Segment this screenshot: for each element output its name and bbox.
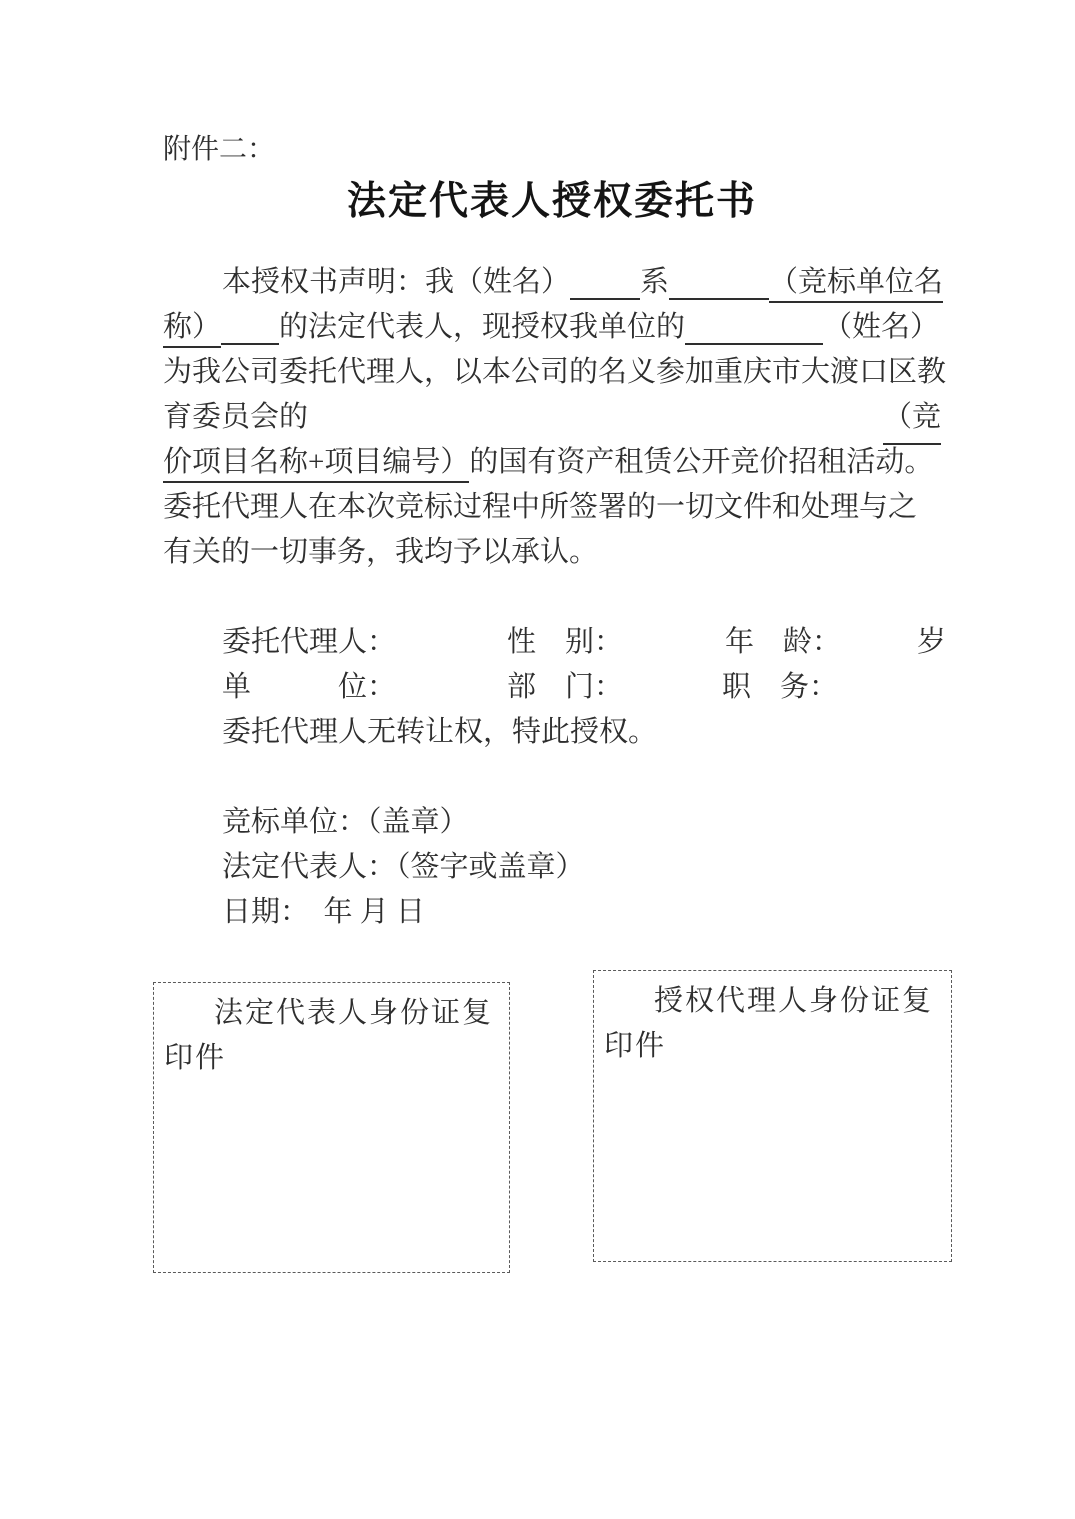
para-l7-text: 有关的一切事务，我均予以承认。 [163, 536, 599, 568]
para-line-5 [163, 440, 941, 485]
duty-label: 职 务： [722, 671, 839, 703]
no-transfer-note: 委托代理人无转让权，特此授权。 [222, 716, 658, 748]
gender-label: 性 别： [507, 626, 624, 658]
para-l4-text-end: （竞 [883, 395, 941, 445]
date-line: 日期： 年 月 日 [222, 896, 426, 928]
para-l2-text-end: （姓名） [823, 311, 940, 343]
para-l5-text: 的国有资产租赁公开竞价招租活动。 [469, 446, 934, 478]
blank-agent-name [685, 342, 823, 345]
para-l4-text: 育委员会的 [163, 401, 309, 433]
department-label: 部 门： [507, 671, 624, 703]
agent-info-row-1 [163, 620, 947, 665]
agent-info-row-2 [163, 665, 941, 710]
unit-label: 单 位： [222, 671, 397, 703]
blank-bidder-company-name-cont [221, 342, 279, 345]
para-line-4 [163, 395, 941, 440]
blank-bidder-company-name [669, 297, 769, 300]
para-l2-text-start: 称） [163, 311, 221, 348]
age-label: 年 龄： [725, 626, 842, 658]
bidder-seal-line: 竞标单位：（盖章） [222, 806, 469, 838]
para-line-1 [163, 260, 944, 305]
agent-info-section [163, 620, 947, 755]
blank-project-name-label: 价项目名称+项目编号） [163, 446, 469, 483]
para-l6-text: 委托代理人在本次竞标过程中所签署的一切文件和处理与之 [163, 491, 918, 523]
legal-rep-sign-line: 法定代表人：（签字或盖章） [222, 851, 585, 883]
signature-section [163, 800, 941, 935]
agent-id-copy-box-title: 授权代理人身份证复印件 [604, 985, 934, 1062]
document-content [163, 0, 947, 935]
para-line-3 [163, 350, 947, 395]
agent-info-note-row [163, 710, 941, 755]
para-l1-text: 本授权书声明：我（姓名） [222, 266, 571, 298]
para-line-6 [163, 485, 941, 530]
agent-name-label: 委托代理人： [222, 626, 397, 658]
document-title: 法定代表人授权委托书 [346, 180, 757, 223]
age-unit-label: 岁 [917, 626, 947, 658]
body-paragraph [163, 260, 947, 575]
para-l3-text: 为我公司委托代理人，以本公司的名义参加重庆市大渡口区教 [163, 356, 947, 388]
legal-rep-id-copy-box [153, 982, 510, 1273]
para-line-7 [163, 530, 941, 575]
legal-rep-id-copy-box-title: 法定代表人身份证复印件 [164, 997, 494, 1074]
para-l1-text-end: （竞标单位名 [769, 266, 943, 303]
agent-id-copy-box [593, 970, 952, 1262]
attachment-label: 附件二： [163, 134, 276, 165]
blank-legal-rep-name [570, 297, 640, 300]
para-l2-text-mid: 的法定代表人，现授权我单位的 [279, 311, 686, 343]
para-line-2 [163, 305, 941, 350]
para-l1-text-mid: 系 [640, 266, 670, 298]
